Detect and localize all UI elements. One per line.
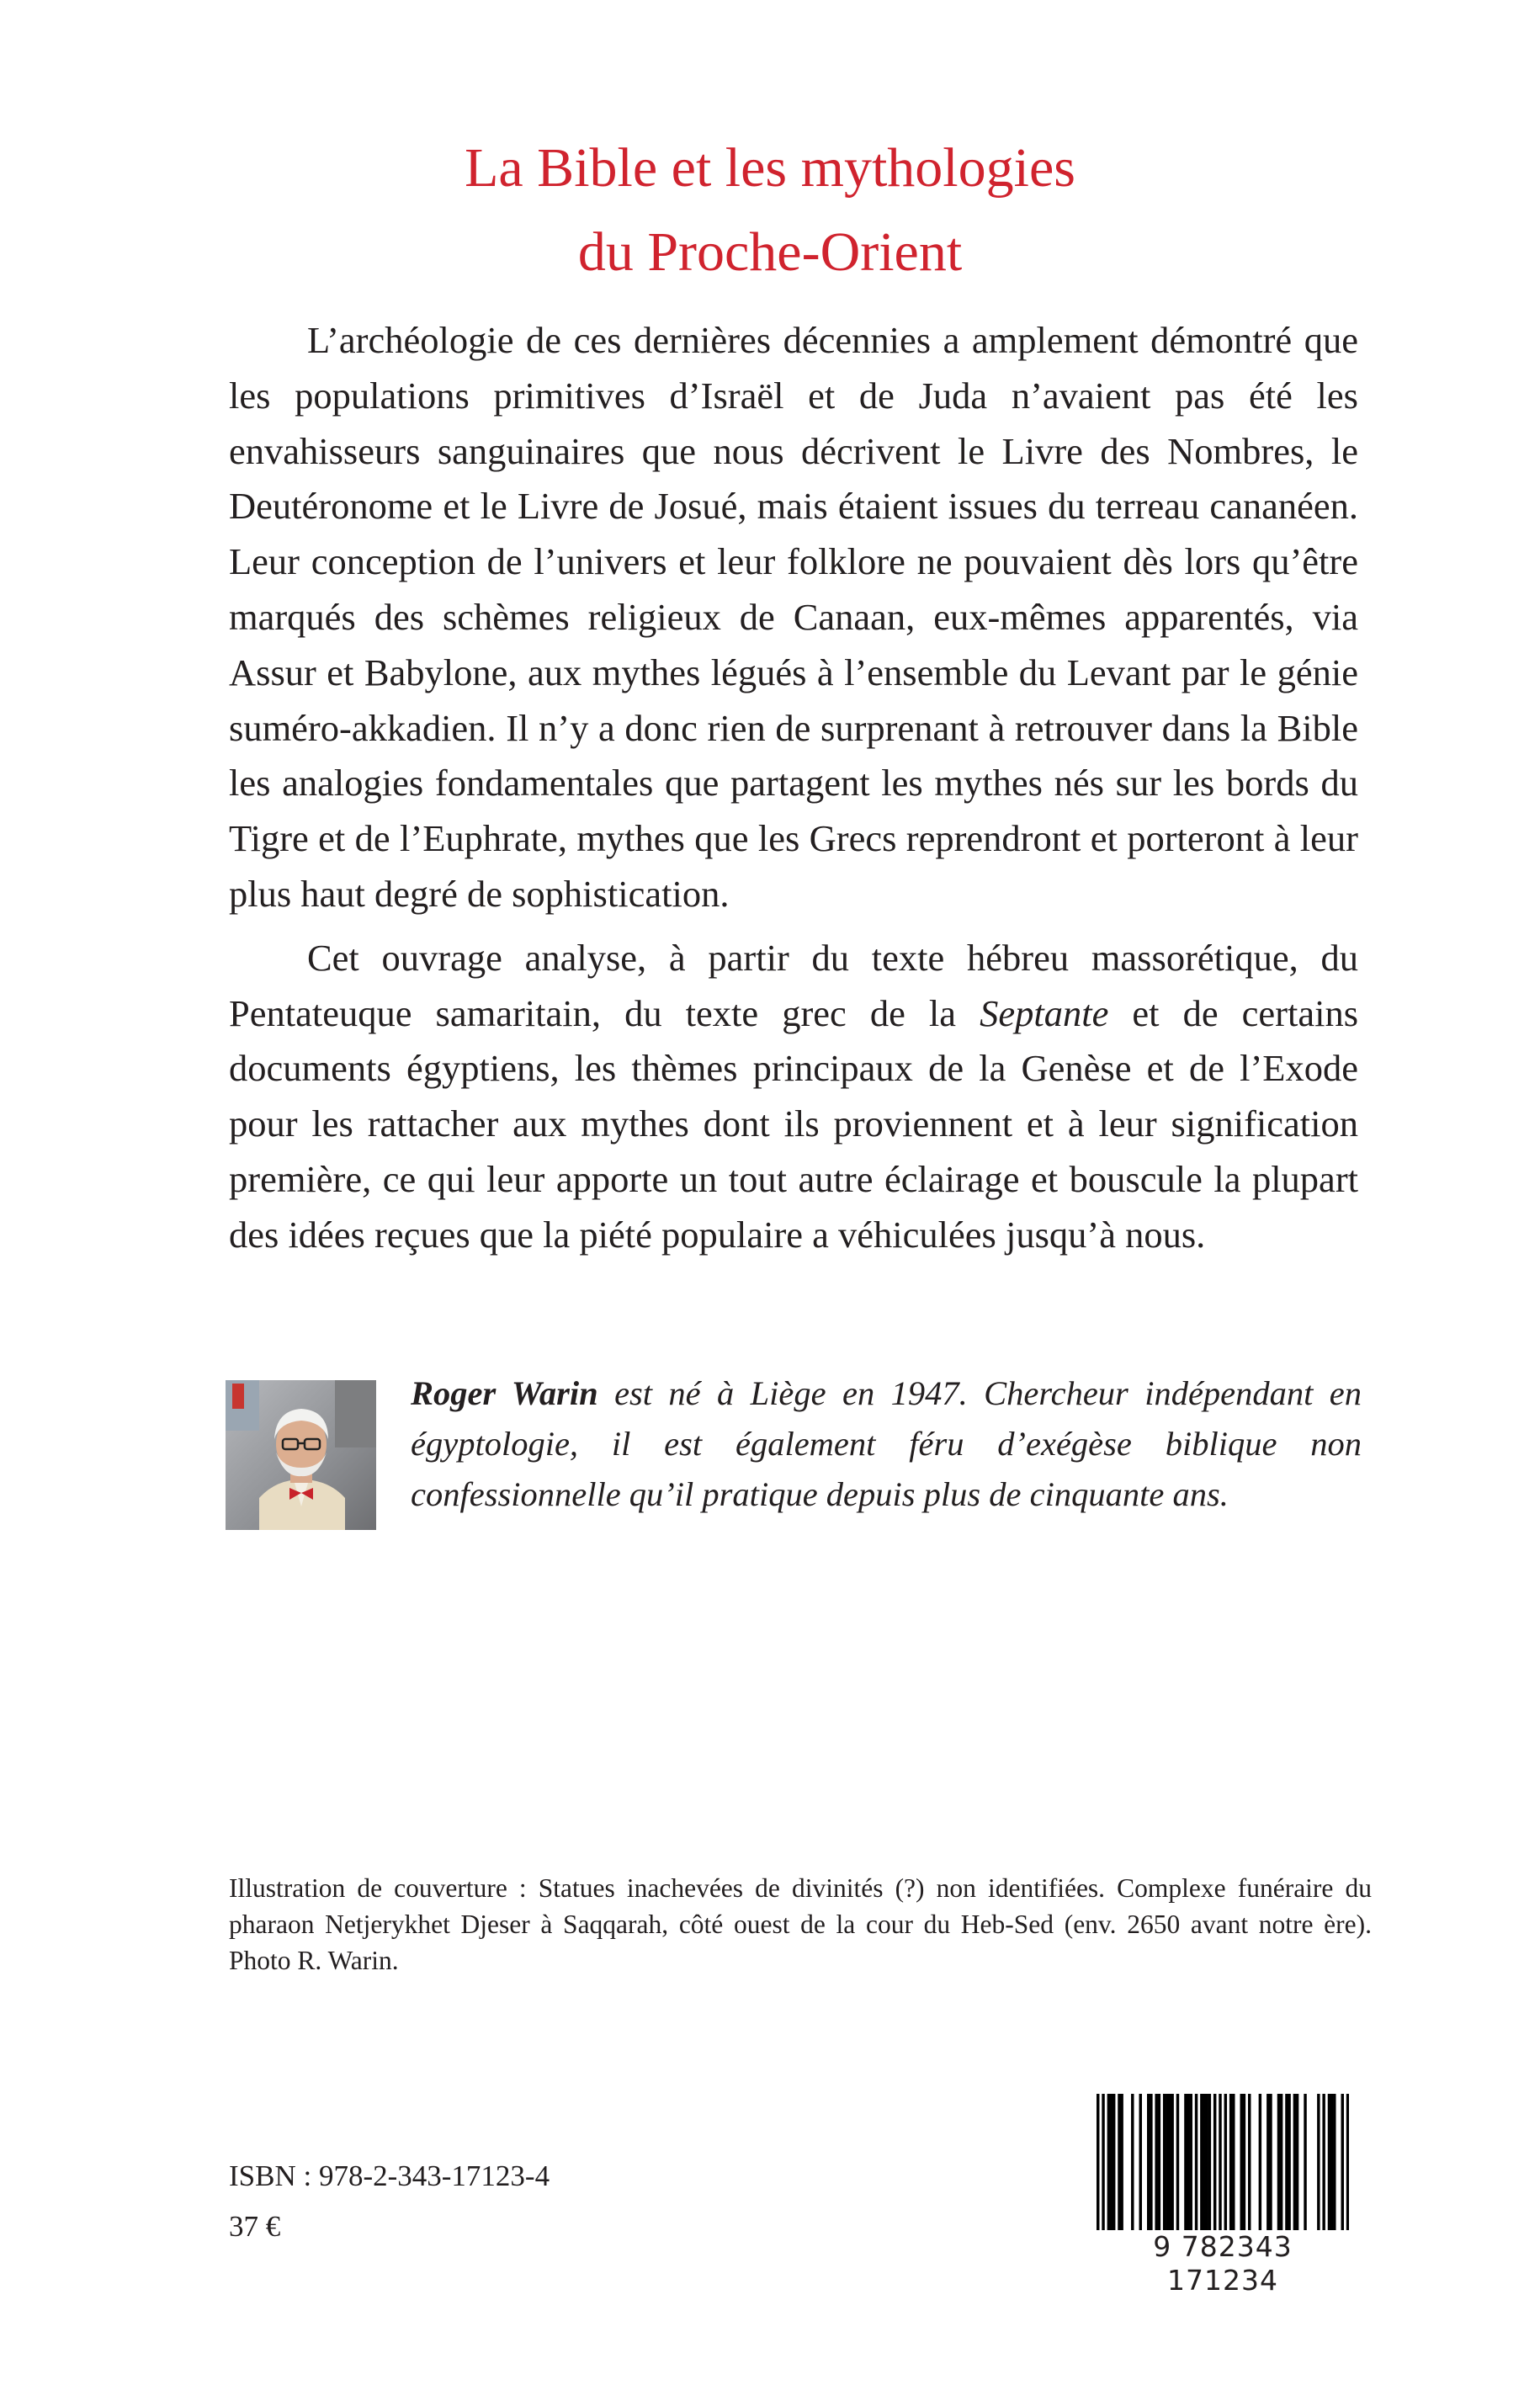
isbn: ISBN : 978-2-343-17123-4: [229, 2159, 550, 2192]
summary-paragraph-2-start: Cet ouvrage analyse, à partir du texte hébreu massorétique, du Pentateuque samaritain, du texte grec de la: [229, 936, 1358, 1034]
book-title: [0, 126, 1540, 295]
author-bio: [411, 1368, 1362, 1520]
price: 37 €: [229, 2210, 281, 2243]
author-name: Roger Warin: [411, 1374, 598, 1412]
author-bio-text: est né à Liège en 1947. Chercheur indépendant en égyptologie, il est également féru d’exégèse biblique non confessionnelle qu’il pratique depuis plus de cinquante ans.: [411, 1374, 1362, 1513]
barcode-digits: 9 782343 171234: [1097, 2230, 1349, 2297]
cover-illustration-caption: Illustration de couverture : Statues inachevées de divinités (?) non identifiées. Complexe funéraire du pharaon Netjerykhet Djeser à Saqqarah, côté ouest de la cour du Heb-Sed (env. 2650 avant notre ère). Photo R. Warin.: [229, 1873, 1372, 1975]
author-photo: [226, 1380, 376, 1530]
summary-text: [229, 313, 1358, 1263]
book-title-line-2: du Proche-Orient: [577, 221, 963, 283]
summary-paragraph-1: L’archéologie de ces dernières décennies a amplement démontré que les populations primitives d’Israël et de Juda n’avaient pas été les envahisseurs sanguinaires que nous décrivent le Livre des Nombres, le Deutéronome et le Livre de Josué, mais étaient issues du terreau cananéen. Leur conception de l’univers et leur folklore ne pouvaient dès lors qu’être marqués des schèmes religieux de Canaan, eux-mêmes apparentés, via Assur et Babylone, aux mythes légués à l’ensemble du Levant par le génie suméro-akkadien. Il n’y a donc rien de surprenant à retrouver dans la Bible les analogies fondamentales que partagent les mythes nés sur les bords du Tigre et de l’Euphrate, mythes que les Grecs reprendront et porteront à leur plus haut degré de sophistication.: [229, 319, 1358, 915]
summary-paragraph-2: [229, 931, 1358, 1263]
book-title-line-1: La Bible et les mythologies: [465, 137, 1075, 199]
summary-paragraph-2-end: et de certains documents égyptiens, les thèmes principaux de la Genèse et de l’Exode pour les rattacher aux mythes dont ils proviennent et à leur signification première, ce qui leur apporte un tout autre éclairage et bouscule la plupart des idées reçues que la piété populaire a véhiculées jusqu’à nous.: [229, 991, 1359, 1256]
septante-title: Septante: [980, 991, 1109, 1034]
